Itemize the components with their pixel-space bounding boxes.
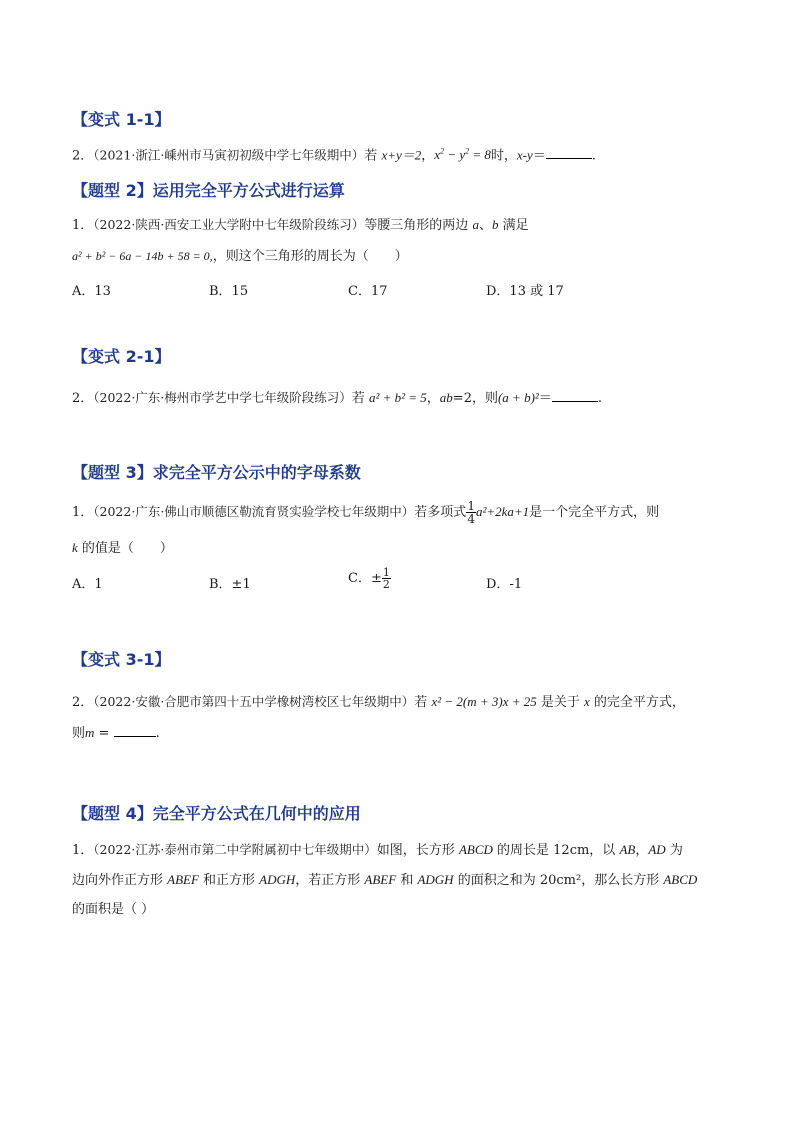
question-type-2: 1．（2022·陕西·西安工业大学附中七年级阶段练习）等腰三角形的两边 a、b 满足	[72, 217, 529, 233]
math-expression: a² + b² = 5	[368, 390, 427, 405]
question-variant-1-1: 2．（2021·浙江·嵊州市马寅初初级中学七年级期中）若 x+y＝2，$x^2 - y^2 = 8$时，x-y＝ .	[72, 147, 596, 164]
math-expression: x² − 2(m + 3)x + 25	[431, 694, 537, 709]
question-variant-2-1: 2．（2022·广东·梅州市学艺中学七年级阶段练习）若 a² + b² = 5，ab=2，则(a + b)²＝ .	[72, 390, 602, 406]
question-variant-3-1-line-2: 则m = .	[72, 725, 160, 741]
option-d[interactable]: D．13 或 17	[486, 284, 564, 299]
option-b[interactable]: B．15	[209, 284, 249, 299]
option-a[interactable]: A．1	[72, 577, 103, 592]
question-type-2-line-2: a² + b² − 6a − 14b + 58 = 0,，则这个三角形的周长为（ ）	[72, 249, 408, 264]
question-type-3: 1．（2022·广东·佛山市顺德区勒流育贤实验学校七年级期中）若多项式 $\frac{1}{4}$ a²+2ka+1是一个完全平方式，则	[72, 499, 660, 526]
option-a[interactable]: A．13	[72, 284, 111, 299]
math-expression: x-y	[516, 147, 533, 163]
math-equation: a² + b² − 6a − 14b + 58 = 0,	[72, 249, 213, 263]
section-heading-type-2: 【题型 2】运用完全平方公式进行运算	[72, 181, 345, 200]
math-expression: a²+2ka+1	[475, 504, 530, 519]
section-heading-type-3: 【题型 3】求完全平方公示中的字母系数	[72, 463, 361, 482]
question-number: 1．	[72, 505, 94, 520]
question-type-4-line-3: 的面积是（ ）	[72, 902, 155, 917]
section-heading-variant-1-1: 【变式 1-1】	[72, 110, 171, 129]
math-expression: $x^2 - y^2 = 8$	[434, 147, 491, 163]
question-number: 2．	[72, 148, 94, 164]
section-heading-type-4: 【题型 4】完全平方公式在几何中的应用	[72, 804, 361, 823]
math-expression: x+y＝2	[381, 147, 422, 163]
question-number: 1．	[72, 843, 94, 858]
question-type-4: 1．（2022·江苏·泰州市第二中学附属初中七年级期中）如图，长方形 ABCD 的周长是 12cm，以 AB，AD 为	[72, 842, 683, 858]
question-type-4-line-2: 边向外作正方形 ABEF 和正方形 ADGH，若正方形 ABEF 和 ADGH 的面积之和为 20cm²，那么长方形 ABCD	[72, 872, 698, 888]
option-d[interactable]: D．-1	[486, 577, 523, 592]
option-b[interactable]: B．±1	[209, 577, 251, 592]
option-c[interactable]: C．17	[348, 284, 388, 299]
question-source: （2021·浙江·嵊州市马寅初初级中学七年级期中）	[93, 147, 365, 163]
question-source: （2022·江苏·泰州市第二中学附属初中七年级期中）	[93, 842, 377, 857]
section-heading-variant-3-1: 【变式 3-1】	[72, 650, 171, 669]
option-c[interactable]: C．± $\frac{1}{2}$	[348, 566, 390, 591]
section-heading-variant-2-1: 【变式 2-1】	[72, 347, 171, 366]
fraction: $\frac{1}{4}$	[467, 499, 475, 526]
question-source: （2022·陕西·西安工业大学附中七年级阶段练习）	[93, 217, 365, 232]
question-number: 2．	[72, 391, 94, 406]
answer-blank[interactable]	[546, 146, 592, 159]
answer-blank[interactable]	[114, 724, 156, 737]
question-source: （2022·安徽·合肥市第四十五中学橡树湾校区七年级期中）	[93, 694, 415, 709]
question-variant-3-1: 2．（2022·安徽·合肥市第四十五中学橡树湾校区七年级期中）若 x² − 2(m + 3)x + 25 是关于 x 的完全平方式，	[72, 694, 685, 710]
question-source: （2022·广东·梅州市学艺中学七年级阶段练习）	[93, 390, 352, 405]
question-source: （2022·广东·佛山市顺德区勒流育贤实验学校七年级期中）	[93, 504, 415, 519]
question-number: 1．	[72, 218, 94, 233]
question-number: 2．	[72, 695, 94, 710]
question-type-3-line-2: k 的值是（ ）	[72, 540, 173, 556]
answer-blank[interactable]	[552, 389, 598, 402]
math-expression: (a + b)²	[497, 390, 539, 405]
